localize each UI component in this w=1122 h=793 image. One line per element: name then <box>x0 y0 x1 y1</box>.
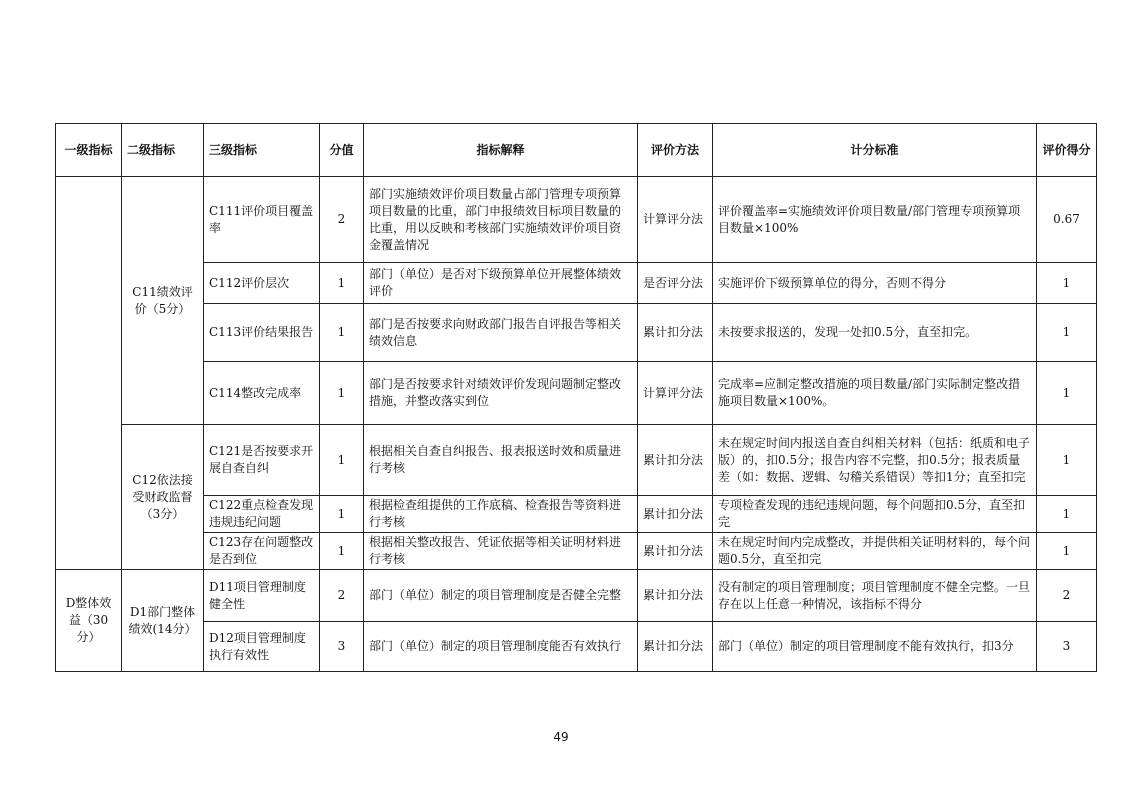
method-cell: 计算评分法 <box>638 362 713 425</box>
header-score: 分值 <box>320 124 364 177</box>
level3-cell: D11项目管理制度健全性 <box>204 570 320 622</box>
header-explanation: 指标解释 <box>364 124 638 177</box>
level3-cell: C113评价结果报告 <box>204 304 320 362</box>
header-level3: 三级指标 <box>204 124 320 177</box>
explanation-cell: 部门（单位）制定的项目管理制度能否有效执行 <box>364 622 638 672</box>
level3-cell: C111评价项目覆盖率 <box>204 177 320 263</box>
header-method: 评价方法 <box>638 124 713 177</box>
result-cell: 1 <box>1037 496 1097 533</box>
result-cell: 1 <box>1037 425 1097 496</box>
header-level1: 一级指标 <box>56 124 122 177</box>
result-cell: 2 <box>1037 570 1097 622</box>
header-level2: 二级指标 <box>122 124 204 177</box>
standard-cell: 未按要求报送的，发现一处扣0.5分，直至扣完。 <box>713 304 1037 362</box>
explanation-cell: 根据相关自查自纠报告、报表报送时效和质量进行考核 <box>364 425 638 496</box>
table-row <box>56 425 1097 496</box>
result-cell: 3 <box>1037 622 1097 672</box>
result-cell: 1 <box>1037 304 1097 362</box>
explanation-cell: 部门（单位）是否对下级预算单位开展整体绩效评价 <box>364 263 638 304</box>
result-cell: 1 <box>1037 533 1097 570</box>
score-cell: 1 <box>320 533 364 570</box>
standard-cell: 未在规定时间内完成整改，并提供相关证明材料的，每个问题0.5分，直至扣完 <box>713 533 1037 570</box>
result-cell: 1 <box>1037 362 1097 425</box>
table-row <box>56 570 1097 622</box>
table-row <box>56 496 1097 533</box>
standard-cell: 部门（单位）制定的项目管理制度不能有效执行，扣3分 <box>713 622 1037 672</box>
level3-cell: C112评价层次 <box>204 263 320 304</box>
explanation-cell: 部门是否按要求向财政部门报告自评报告等相关绩效信息 <box>364 304 638 362</box>
method-cell: 累计扣分法 <box>638 622 713 672</box>
level2-cell: D1部门整体绩效(14分） <box>122 570 204 672</box>
table-row <box>56 362 1097 425</box>
explanation-cell: 部门（单位）制定的项目管理制度是否健全完整 <box>364 570 638 622</box>
method-cell: 是否评分法 <box>638 263 713 304</box>
level3-cell: C122重点检查发现违规违纪问题 <box>204 496 320 533</box>
evaluation-table <box>55 123 1097 672</box>
level3-cell: C123存在问题整改是否到位 <box>204 533 320 570</box>
level2-cell: C12依法接受财政监督（3分） <box>122 425 204 570</box>
table-row <box>56 622 1097 672</box>
level3-cell: D12项目管理制度执行有效性 <box>204 622 320 672</box>
explanation-cell: 部门是否按要求针对绩效评价发现问题制定整改措施，并整改落实到位 <box>364 362 638 425</box>
method-cell: 累计扣分法 <box>638 533 713 570</box>
standard-cell: 完成率=应制定整改措施的项目数量/部门实际制定整改措施项目数量×100%。 <box>713 362 1037 425</box>
score-cell: 2 <box>320 570 364 622</box>
level3-cell: C121是否按要求开展自查自纠 <box>204 425 320 496</box>
method-cell: 累计扣分法 <box>638 425 713 496</box>
level1-cell: D整体效益（30分） <box>56 570 122 672</box>
score-cell: 1 <box>320 425 364 496</box>
score-cell: 1 <box>320 304 364 362</box>
standard-cell: 没有制定的项目管理制度；项目管理制度不健全完整。一旦存在以上任意一种情况，该指标不得分 <box>713 570 1037 622</box>
header-result: 评价得分 <box>1037 124 1097 177</box>
explanation-cell: 根据检查组提供的工作底稿、检查报告等资料进行考核 <box>364 496 638 533</box>
page-number: 49 <box>553 730 569 744</box>
standard-cell: 专项检查发现的违纪违规问题，每个问题扣0.5分，直至扣完 <box>713 496 1037 533</box>
score-cell: 1 <box>320 496 364 533</box>
explanation-cell: 根据相关整改报告、凭证依据等相关证明材料进行考核 <box>364 533 638 570</box>
level2-cell: C11绩效评价（5分） <box>122 177 204 425</box>
standard-cell: 实施评价下级预算单位的得分，否则不得分 <box>713 263 1037 304</box>
table-row <box>56 263 1097 304</box>
standard-cell: 评价覆盖率=实施绩效评价项目数量/部门管理专项预算项目数量×100% <box>713 177 1037 263</box>
level3-cell: C114整改完成率 <box>204 362 320 425</box>
method-cell: 计算评分法 <box>638 177 713 263</box>
result-cell: 0.67 <box>1037 177 1097 263</box>
standard-cell: 未在规定时间内报送自查自纠相关材料（包括：纸质和电子版）的，扣0.5分；报告内容不完整，扣0.5分；报表质量差（如：数据、逻辑、勾稽关系错误）等扣1分；直至扣完 <box>713 425 1037 496</box>
result-cell: 1 <box>1037 263 1097 304</box>
method-cell: 累计扣分法 <box>638 304 713 362</box>
score-cell: 2 <box>320 177 364 263</box>
header-row <box>56 124 1097 177</box>
table-row <box>56 177 1097 263</box>
score-cell: 1 <box>320 263 364 304</box>
method-cell: 累计扣分法 <box>638 570 713 622</box>
header-standard: 计分标准 <box>713 124 1037 177</box>
level1-cell <box>56 177 122 570</box>
table-row <box>56 304 1097 362</box>
method-cell: 累计扣分法 <box>638 496 713 533</box>
score-cell: 1 <box>320 362 364 425</box>
score-cell: 3 <box>320 622 364 672</box>
table-row <box>56 533 1097 570</box>
explanation-cell: 部门实施绩效评价项目数量占部门管理专项预算项目数量的比重，部门申报绩效目标项目数量的比重，用以反映和考核部门实施绩效评价项目资金覆盖情况 <box>364 177 638 263</box>
